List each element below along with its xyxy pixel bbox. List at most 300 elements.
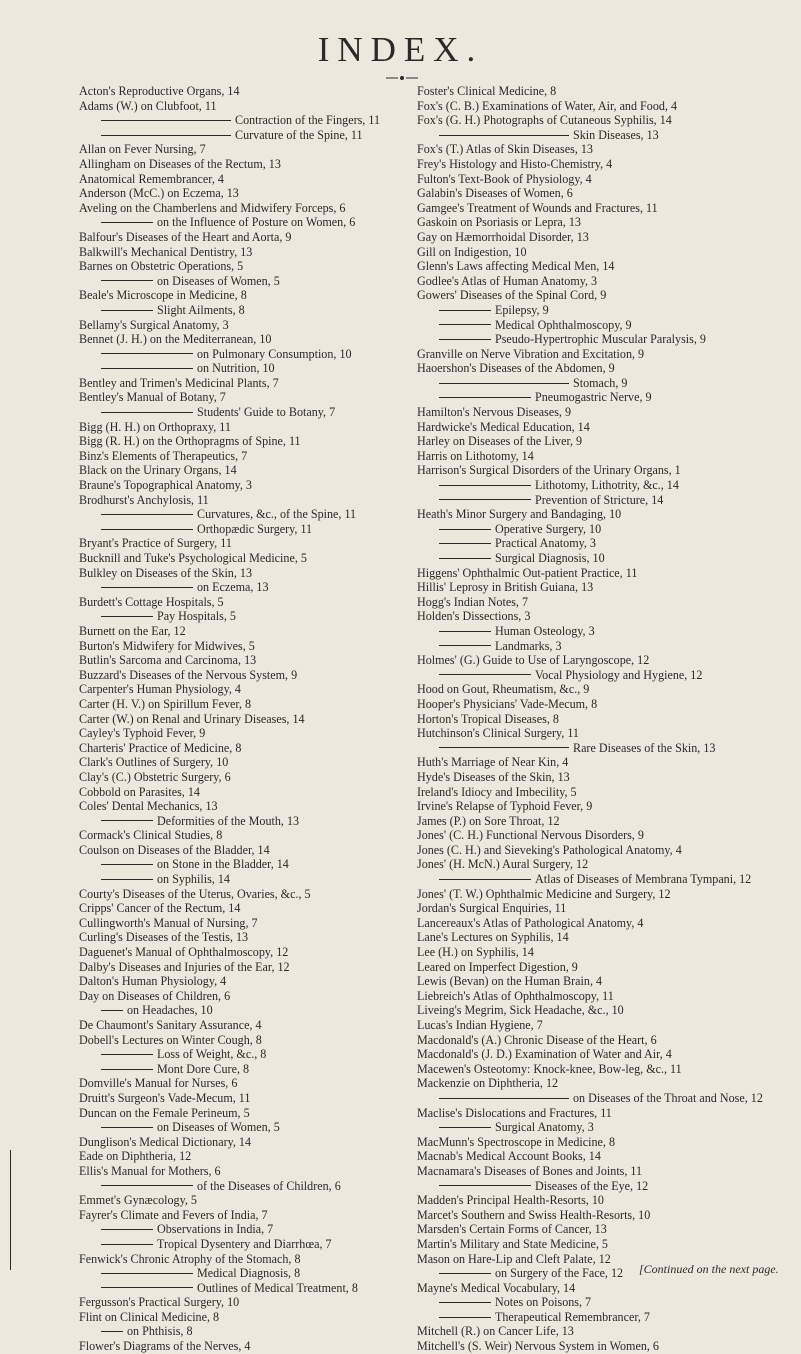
index-entry: [417, 259, 747, 274]
index-entry-text: Foster's Clinical Medicine, 8: [417, 84, 557, 98]
index-entry: [79, 697, 409, 712]
index-entry: [79, 1149, 409, 1164]
index-entry-text: Duncan on the Female Perineum, 5: [79, 1105, 250, 1120]
index-entry: [79, 741, 409, 756]
index-entry: [79, 726, 409, 741]
ornament-divider: [386, 75, 418, 81]
index-entry-text: Macnab's Medical Account Books, 14: [417, 1149, 601, 1164]
ditto-rule: [439, 1098, 569, 1099]
index-entry: [417, 653, 747, 668]
index-entry: [417, 887, 747, 902]
index-entry-text: Adams (W.) on Clubfoot, 11: [79, 98, 217, 113]
index-entry: [79, 1018, 409, 1033]
index-entry-text: Allan on Fever Nursing, 7: [79, 142, 206, 157]
index-entry-text: Fulton's Text-Book of Physiology, 4: [417, 171, 592, 186]
index-entry-text: Mackenzie on Diphtheria, 12: [417, 1076, 559, 1091]
index-entry: [417, 318, 747, 333]
index-entry: [79, 463, 409, 478]
index-entry-text: Higgens' Ophthalmic Out-patient Practice, 11: [417, 565, 638, 580]
ditto-rule: [439, 747, 569, 748]
index-entry: [79, 507, 409, 522]
index-entry-text: Allingham on Diseases of the Rectum, 13: [79, 156, 281, 171]
index-entry: [79, 580, 409, 595]
index-entry-text: Courty's Diseases of the Uterus, Ovaries, &c., 5: [79, 886, 311, 901]
index-entry: [79, 390, 409, 405]
index-entry: [417, 960, 747, 975]
index-entry: [79, 434, 409, 449]
index-entry-text: Flower's Diagrams of the Nerves, 4: [79, 1339, 251, 1354]
index-entry: [417, 172, 747, 187]
index-entry-text: Gill on Indigestion, 10: [417, 244, 527, 259]
index-entry-text: Frey's Histology and Histo-Chemistry, 4: [417, 156, 613, 171]
index-entry: [417, 1106, 747, 1121]
index-entry: [417, 390, 747, 405]
ditto-rule: [439, 543, 491, 544]
index-entry: [417, 128, 747, 143]
index-entry-text: Aveling on the Chamberlens and Midwifery Forceps, 6: [79, 200, 346, 215]
ditto-rule: [439, 1127, 491, 1128]
index-entry-text: Leared on Imperfect Digestion, 9: [417, 959, 578, 974]
index-entry: [79, 215, 409, 230]
index-entry-text: Fayrer's Climate and Fevers of India, 7: [79, 1207, 268, 1222]
ditto-rule: [101, 353, 193, 354]
index-entry-text: Bigg (H. H.) on Orthopraxy, 11: [79, 419, 231, 434]
index-entry-text: on Surgery of the Face, 12: [495, 1266, 624, 1281]
ditto-rule: [439, 485, 531, 486]
index-entry-text: Cobbold on Parasites, 14: [79, 784, 200, 799]
index-entry: [79, 989, 409, 1004]
ditto-rule: [439, 383, 569, 384]
index-entry: [79, 712, 409, 727]
index-entry-text: James (P.) on Sore Throat, 12: [417, 813, 560, 828]
index-entry: [417, 609, 747, 624]
index-entry: [79, 609, 409, 624]
index-entry-text: Deformities of the Mouth, 13: [157, 813, 300, 828]
ditto-rule: [101, 1331, 123, 1332]
index-entry: [79, 1222, 409, 1237]
index-entry-text: Marcet's Southern and Swiss Health-Resorts, 10: [417, 1207, 651, 1222]
index-entry: [417, 1018, 747, 1033]
index-entry: [79, 1135, 409, 1150]
index-entry: [417, 1090, 763, 1106]
index-entry: [417, 1324, 747, 1339]
index-entry: [417, 974, 747, 989]
index-entry: [79, 201, 409, 216]
index-entry-text: Binz's Elements of Therapeutics, 7: [79, 448, 248, 463]
ditto-rule: [439, 499, 531, 500]
index-entry-text: Butlin's Sarcoma and Carcinoma, 13: [79, 653, 257, 668]
index-entry: [79, 361, 409, 376]
index-entry: [79, 376, 409, 391]
index-entry: [79, 828, 409, 843]
index-entry-text: Ireland's Idiocy and Imbecility, 5: [417, 784, 577, 799]
index-entry-text: Liebreich's Atlas of Ophthalmoscopy, 11: [417, 988, 614, 1003]
index-entry: [417, 945, 747, 960]
index-entry-text: Jordan's Surgical Enquiries, 11: [417, 901, 567, 916]
index-entry-text: on Pulmonary Consumption, 10: [197, 346, 352, 361]
index-entry-text: Lucas's Indian Hygiene, 7: [417, 1018, 543, 1032]
index-entry-text: Students' Guide to Botany, 7: [197, 405, 336, 420]
index-entry: [79, 799, 409, 814]
ditto-rule: [439, 135, 569, 136]
index-entry: [417, 712, 747, 727]
index-entry: [417, 1003, 747, 1018]
index-entry: [79, 814, 409, 829]
index-entry-text: Bennet (J. H.) on the Mediterranean, 10: [79, 332, 272, 347]
index-entry-text: Coulson on Diseases of the Bladder, 14: [79, 842, 270, 857]
index-entry-text: Clark's Outlines of Surgery, 10: [79, 755, 229, 770]
index-entry: [79, 536, 409, 551]
index-entry: [417, 843, 747, 858]
index-entry: [417, 566, 747, 581]
index-entry-text: Surgical Anatomy, 3: [495, 1120, 594, 1135]
index-entry-text: on Diseases of the Throat and Nose, 12: [573, 1090, 763, 1105]
index-entry-text: Jones (C. H.) and Sieveking's Pathological Anatomy, 4: [417, 842, 682, 857]
index-entry: [417, 595, 747, 610]
index-entry: [79, 99, 409, 114]
index-entry-text: on Stone in the Bladder, 14: [157, 857, 289, 872]
index-entry: [417, 1149, 747, 1164]
index-entry: [79, 1003, 409, 1018]
index-entry-text: Brodhurst's Anchylosis, 11: [79, 492, 209, 507]
index-entry-text: Flint on Clinical Medicine, 8: [79, 1309, 220, 1324]
index-entry: [79, 872, 409, 887]
index-entry-text: Anderson (McC.) on Eczema, 13: [79, 186, 239, 201]
ditto-rule: [101, 412, 193, 413]
index-entry: [79, 84, 409, 99]
index-entry-text: Hutchinson's Clinical Surgery, 11: [417, 726, 579, 741]
index-entry-text: Outlines of Medical Treatment, 8: [197, 1280, 358, 1295]
index-entry-text: Braune's Topographical Anatomy, 3: [79, 478, 252, 493]
ditto-rule: [101, 1054, 153, 1055]
index-entry: [417, 916, 747, 931]
index-entry: [79, 682, 409, 697]
index-entry-text: Carpenter's Human Physiology, 4: [79, 682, 241, 697]
index-entry: [417, 1295, 747, 1310]
index-entry-text: Druitt's Surgeon's Vade-Mecum, 11: [79, 1090, 251, 1105]
index-entry-text: Atlas of Diseases of Membrana Tympani, 12: [535, 872, 752, 887]
index-entry: [79, 449, 409, 464]
index-entry-text: Balkwill's Mechanical Dentistry, 13: [79, 244, 253, 259]
index-entry: [417, 668, 747, 683]
index-entry-text: Observations in India, 7: [157, 1222, 274, 1237]
ditto-rule: [101, 1185, 193, 1186]
index-entry-text: Barnes on Obstetric Operations, 5: [79, 259, 244, 274]
index-entry: [79, 755, 409, 770]
index-entry: [417, 1208, 747, 1223]
index-entry: [417, 113, 747, 128]
index-entry-text: Irvine's Relapse of Typhoid Fever, 9: [417, 799, 593, 814]
index-entry: [79, 1062, 409, 1077]
index-entry: [79, 128, 409, 143]
ditto-rule: [439, 1273, 491, 1274]
index-entry: [79, 916, 409, 931]
index-entry-text: Charteris' Practice of Medicine, 8: [79, 740, 242, 755]
index-entry-text: Gowers' Diseases of the Spinal Cord, 9: [417, 288, 607, 303]
index-entry-text: Jones' (H. McN.) Aural Surgery, 12: [417, 857, 589, 872]
index-entry: [417, 478, 747, 493]
index-entry-text: Heath's Minor Surgery and Bandaging, 10: [417, 507, 622, 522]
ditto-rule: [439, 631, 491, 632]
index-entry-text: on Diseases of Women, 5: [157, 273, 280, 288]
index-entry: [417, 230, 747, 245]
index-entry-text: Anatomical Remembrancer, 4: [79, 171, 224, 186]
index-entry-text: Fox's (C. B.) Examinations of Water, Air, and Food, 4: [417, 98, 678, 113]
index-entry-text: Stomach, 9: [573, 375, 628, 390]
index-entry-text: Black on the Urinary Organs, 14: [79, 463, 237, 478]
ditto-rule: [101, 1010, 123, 1011]
index-entry: [79, 318, 409, 333]
ditto-rule: [439, 397, 531, 398]
index-entry: [79, 1120, 409, 1135]
index-entry-text: Gay on Hæmorrhoidal Disorder, 13: [417, 229, 589, 244]
index-entry: [417, 624, 747, 639]
index-entry: [79, 259, 409, 274]
index-entry: [79, 1295, 409, 1310]
index-entry-text: Loss of Weight, &c., 8: [157, 1047, 267, 1062]
index-entry: [417, 1164, 747, 1179]
index-entry: [417, 1193, 747, 1208]
index-entry: [79, 1106, 409, 1121]
index-entry: [417, 697, 747, 712]
continued-note: [Continued on the next page.: [639, 1262, 779, 1276]
index-entry-text: Pneumogastric Nerve, 9: [535, 390, 652, 405]
index-entry-text: Harley on Diseases of the Liver, 9: [417, 434, 583, 449]
index-entry: [417, 580, 747, 595]
index-entry-text: Lithotomy, Lithotrity, &c., 14: [535, 478, 679, 493]
page-edge-mark: [10, 1150, 11, 1270]
index-entry-text: Macewen's Osteotomy: Knock-knee, Bow-leg, &c., 11: [417, 1061, 682, 1076]
index-entry-text: Holden's Dissections, 3: [417, 609, 531, 624]
index-entry: [417, 682, 747, 697]
index-entry-text: Dalton's Human Physiology, 4: [79, 974, 227, 989]
index-entry: [417, 361, 747, 376]
ditto-rule: [439, 1302, 491, 1303]
ditto-rule: [439, 529, 491, 530]
index-entry-text: Fox's (T.) Atlas of Skin Diseases, 13: [417, 142, 593, 157]
index-entry: [79, 230, 409, 245]
ditto-rule: [101, 120, 231, 121]
index-entry-text: Bellamy's Surgical Anatomy, 3: [79, 317, 229, 332]
index-entry-text: on Syphilis, 14: [157, 872, 230, 887]
index-entry-text: Burton's Midwifery for Midwives, 5: [79, 638, 255, 653]
index-entry: [417, 1120, 747, 1135]
index-entry: [417, 420, 747, 435]
index-entry-text: Dalby's Diseases and Injuries of the Ear, 12: [79, 959, 290, 974]
index-entry-text: Burnett on the Ear, 12: [79, 623, 186, 638]
index-entry: [417, 303, 747, 318]
index-entry: [79, 668, 409, 683]
index-entry: [79, 901, 409, 916]
ditto-rule: [439, 1317, 491, 1318]
index-entry-text: Operative Surgery, 10: [495, 521, 602, 536]
ditto-rule: [439, 1185, 531, 1186]
index-entry: [417, 1047, 747, 1062]
index-entry-text: Gaskoin on Psoriasis or Lepra, 13: [417, 215, 581, 230]
index-entry: [417, 288, 747, 303]
index-entry: [417, 828, 747, 843]
index-entry-text: Galabin's Diseases of Women, 6: [417, 186, 573, 201]
index-entry: [79, 930, 409, 945]
index-entry: [79, 113, 409, 128]
index-entry: [417, 1033, 747, 1048]
index-entry: [417, 1281, 747, 1296]
index-entry-text: Bucknill and Tuke's Psychological Medicine, 5: [79, 551, 307, 565]
index-entry-text: Harris on Lithotomy, 14: [417, 448, 534, 463]
index-entry-text: Mitchell's (S. Weir) Nervous System in Women, 6: [417, 1339, 659, 1354]
ditto-rule: [101, 222, 153, 223]
index-entry-text: Tropical Dysentery and Diarrhœa, 7: [157, 1236, 332, 1251]
ditto-rule: [439, 674, 531, 675]
index-entry-text: Dunglison's Medical Dictionary, 14: [79, 1134, 252, 1149]
index-entry: [417, 930, 747, 945]
index-entry-text: Epilepsy, 9: [495, 302, 549, 317]
index-entry-text: Lee (H.) on Syphilis, 14: [417, 945, 534, 960]
index-entry-text: Fenwick's Chronic Atrophy of the Stomach, 8: [79, 1251, 301, 1266]
index-entry-text: Carter (W.) on Renal and Urinary Diseases, 14: [79, 711, 305, 726]
index-entry: [79, 1237, 409, 1252]
index-entry: [417, 507, 747, 522]
index-entry-text: Day on Diseases of Children, 6: [79, 988, 231, 1003]
index-entry: [417, 142, 747, 157]
index-entry: [417, 347, 747, 362]
index-entry: [79, 974, 409, 989]
index-entry-text: Cayley's Typhoid Fever, 9: [79, 726, 206, 741]
index-entry: [417, 536, 747, 551]
index-entry: [79, 157, 409, 172]
index-entry-text: Eade on Diphtheria, 12: [79, 1149, 192, 1164]
index-entry: [79, 566, 409, 581]
index-entry-text: Bryant's Practice of Surgery, 11: [79, 536, 232, 551]
ditto-rule: [101, 135, 231, 136]
ditto-rule: [101, 1244, 153, 1245]
index-entry: [417, 901, 747, 916]
index-entry: [79, 478, 409, 493]
index-entry-text: Holmes' (G.) Guide to Use of Laryngoscope, 12: [417, 653, 650, 668]
index-entry-text: Bentley and Trimen's Medicinal Plants, 7: [79, 375, 279, 390]
index-entry-text: Therapeutical Remembrancer, 7: [495, 1309, 650, 1324]
ditto-rule: [101, 368, 193, 369]
index-entry: [79, 332, 409, 347]
ditto-rule: [101, 879, 153, 880]
index-entry: [79, 186, 409, 201]
index-entry-text: on Diseases of Women, 5: [157, 1120, 280, 1135]
index-entry-text: Pay Hospitals, 5: [157, 609, 236, 624]
index-entry-text: Contraction of the Fingers, 11: [235, 113, 380, 128]
index-entry: [79, 303, 409, 318]
index-entry: [417, 449, 747, 464]
index-entry: [79, 245, 409, 260]
index-entry: [79, 551, 409, 566]
index-entry-text: Godlee's Atlas of Human Anatomy, 3: [417, 273, 598, 288]
index-entry-text: Fox's (G. H.) Photographs of Cutaneous Syphilis, 14: [417, 113, 672, 128]
index-entry: [417, 1062, 747, 1077]
index-entry-text: Domville's Manual for Nurses, 6: [79, 1076, 238, 1091]
index-entry: [417, 726, 747, 741]
index-entry: [79, 1281, 409, 1296]
index-entry-text: Bentley's Manual of Botany, 7: [79, 390, 226, 405]
index-entry: [79, 770, 409, 785]
index-entry-text: Macnamara's Diseases of Bones and Joints, 11: [417, 1163, 643, 1178]
index-entry-text: Cormack's Clinical Studies, 8: [79, 828, 223, 843]
ditto-rule: [439, 324, 491, 325]
index-entry-text: Mason on Hare-Lip and Cleft Palate, 12: [417, 1251, 611, 1266]
index-entry: [417, 522, 747, 537]
index-entry: [417, 1222, 747, 1237]
index-entry-text: Hardwicke's Medical Education, 14: [417, 419, 590, 434]
index-entry-text: Carter (H. V.) on Spirillum Fever, 8: [79, 696, 252, 711]
index-entry-text: Bigg (R. H.) on the Orthopragms of Spine, 11: [79, 434, 301, 449]
index-entry-text: Medical Ophthalmoscopy, 9: [495, 317, 632, 332]
index-entry: [79, 142, 409, 157]
ditto-rule: [439, 310, 491, 311]
index-entry-text: on Phthisis, 8: [127, 1324, 193, 1339]
index-entry: [79, 1033, 409, 1048]
index-entry: [417, 551, 747, 566]
index-entry-text: Curvatures, &c., of the Spine, 11: [197, 507, 357, 522]
index-entry: [79, 1339, 409, 1354]
index-entry-text: Cullingworth's Manual of Nursing, 7: [79, 915, 258, 930]
index-entry-text: Curling's Diseases of the Testis, 13: [79, 930, 249, 945]
index-entry: [417, 872, 752, 887]
index-entry: [417, 157, 747, 172]
ditto-rule: [439, 645, 491, 646]
index-entry-text: Hood on Gout, Rheumatism, &c., 9: [417, 682, 590, 697]
index-entry-text: Fergusson's Practical Surgery, 10: [79, 1295, 240, 1310]
index-entry-text: Cripps' Cancer of the Rectum, 14: [79, 901, 241, 916]
ditto-rule: [101, 529, 193, 530]
index-entry-text: Daguenet's Manual of Ophthalmoscopy, 12: [79, 945, 289, 960]
index-entry-text: Madden's Principal Health-Resorts, 10: [417, 1193, 604, 1208]
ditto-rule: [101, 280, 153, 281]
index-entry: [79, 960, 409, 975]
index-entry-text: Beale's Microscope in Medicine, 8: [79, 288, 247, 303]
index-entry: [417, 245, 747, 260]
index-entry-text: Emmet's Gynæcology, 5: [79, 1193, 197, 1208]
index-entry-text: Bulkley on Diseases of the Skin, 13: [79, 565, 252, 580]
index-entry-text: Notes on Poisons, 7: [495, 1295, 592, 1310]
index-entry: [417, 274, 747, 289]
ditto-rule: [101, 1229, 153, 1230]
index-entry-text: Gamgee's Treatment of Wounds and Fractures, 11: [417, 200, 658, 215]
index-entry-text: Mont Dore Cure, 8: [157, 1061, 250, 1076]
index-entry-text: Diseases of the Eye, 12: [535, 1178, 649, 1193]
index-entry-text: De Chaumont's Sanitary Assurance, 4: [79, 1018, 262, 1032]
index-entry: [79, 288, 409, 303]
index-entry: [417, 405, 747, 420]
index-column-right: [417, 84, 763, 1354]
ditto-rule: [101, 1273, 193, 1274]
index-entry-text: on Headaches, 10: [127, 1003, 213, 1018]
index-entry-text: Jones' (T. W.) Ophthalmic Medicine and Surgery, 12: [417, 886, 671, 901]
ditto-rule: [101, 514, 193, 515]
index-entry: [417, 463, 747, 478]
index-entry: [417, 215, 747, 230]
index-entry-text: Mitchell (R.) on Cancer Life, 13: [417, 1324, 574, 1339]
index-entry: [79, 172, 409, 187]
index-entry: [417, 1076, 747, 1091]
index-entry: [79, 1047, 409, 1062]
page-title: INDEX.: [317, 30, 484, 69]
index-entry-text: Curvature of the Spine, 11: [235, 127, 363, 142]
index-entry: [79, 493, 409, 508]
index-entry-text: Lancereaux's Atlas of Pathological Anatomy, 4: [417, 915, 644, 930]
index-entry: [79, 639, 409, 654]
index-entry-text: Burdett's Cottage Hospitals, 5: [79, 594, 224, 609]
index-entry-text: Vocal Physiology and Hygiene, 12: [535, 667, 703, 682]
index-entry-text: Granville on Nerve Vibration and Excitation, 9: [417, 346, 645, 361]
index-entry: [417, 1179, 747, 1194]
